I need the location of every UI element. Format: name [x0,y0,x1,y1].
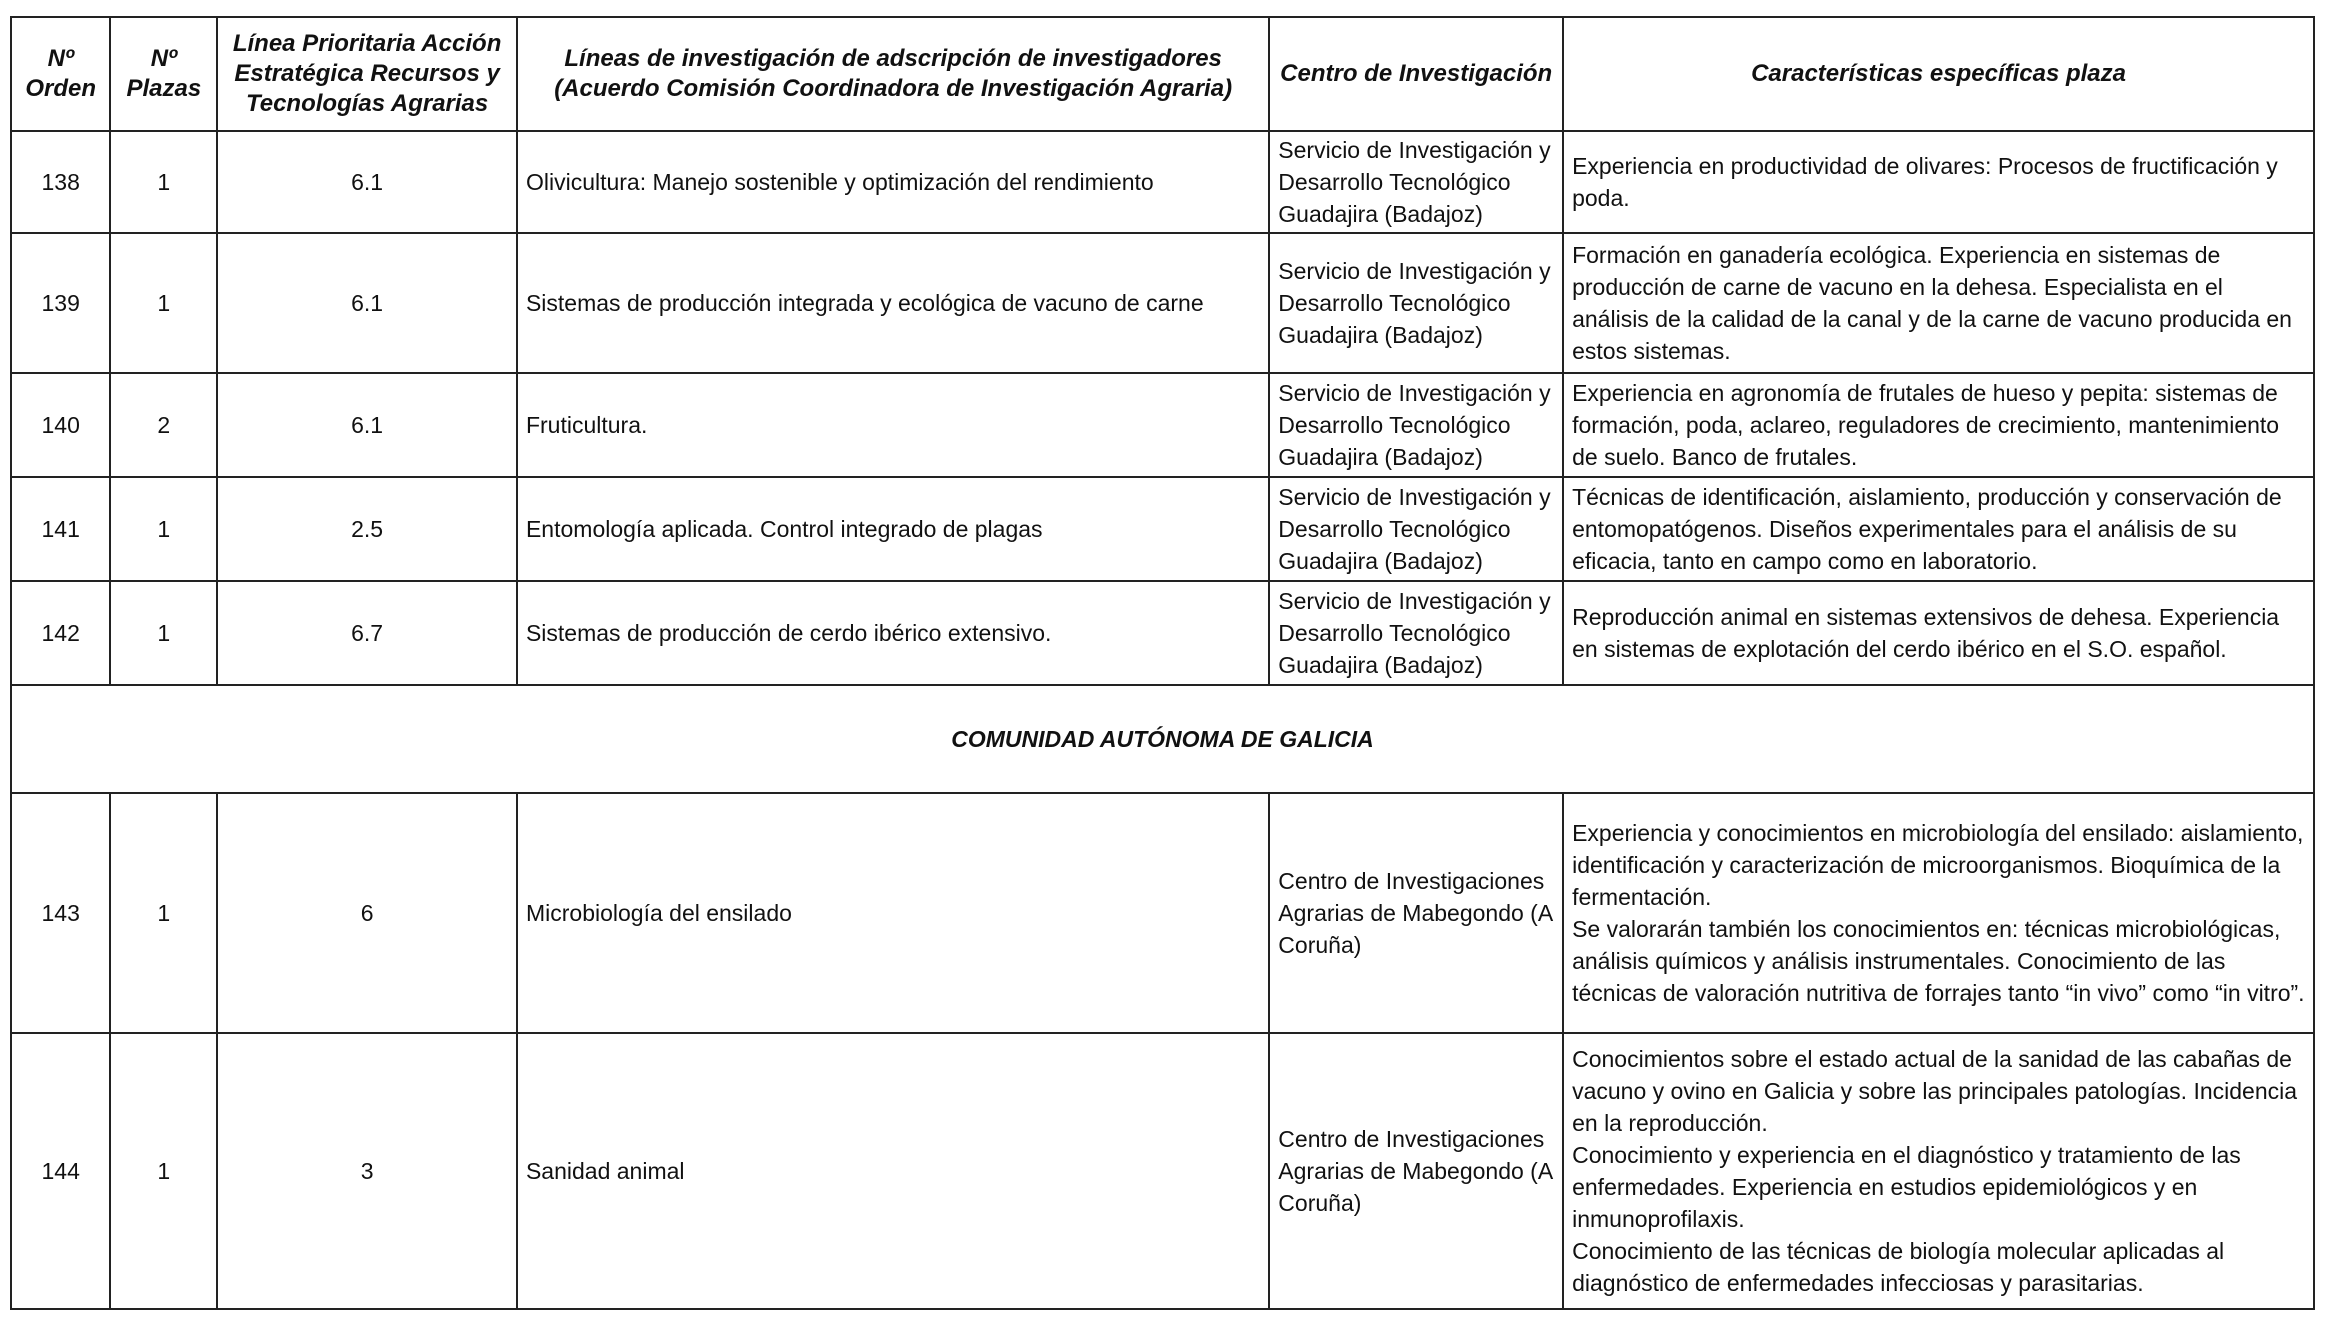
header-centro: Centro de Investigación [1269,17,1563,131]
cell-centro: Servicio de Investigación y Desarrollo Tecnológico Guadajira (Badajoz) [1269,131,1563,233]
cell-caracteristicas: Técnicas de identificación, aislamiento, producción y conservación de entomopatógenos. Diseños experimentales para el análisis de su eficacia, tanto en campo como en laboratorio. [1563,477,2314,581]
cell-orden: 142 [11,581,110,685]
cell-orden: 138 [11,131,110,233]
header-caracteristicas: Características específicas plaza [1563,17,2314,131]
table-row [11,793,2314,1033]
cell-orden: 141 [11,477,110,581]
cell-orden: 140 [11,373,110,477]
cell-investigacion: Fruticultura. [517,373,1269,477]
cell-orden: 144 [11,1033,110,1309]
cell-caracteristicas [1563,1033,2314,1309]
cell-caracteristicas: Experiencia en agronomía de frutales de hueso y pepita: sistemas de formación, poda, aclareo, reguladores de crecimiento, mantenimiento de suelo. Banco de frutales. [1563,373,2314,477]
section-title: COMUNIDAD AUTÓNOMA DE GALICIA [11,685,2314,793]
cell-plazas: 1 [110,581,217,685]
cell-plazas: 1 [110,793,217,1033]
cell-centro: Servicio de Investigación y Desarrollo Tecnológico Guadajira (Badajoz) [1269,233,1563,373]
cell-caracteristicas: Experiencia en productividad de olivares: Procesos de fructificación y poda. [1563,131,2314,233]
cell-centro: Centro de Investigaciones Agrarias de Mabegondo (A Coruña) [1269,1033,1563,1309]
cell-centro: Centro de Investigaciones Agrarias de Mabegondo (A Coruña) [1269,793,1563,1033]
table-row [11,373,2314,477]
caracteristicas-paragraph: Conocimiento y experiencia en el diagnóstico y tratamiento de las enfermedades. Experiencia en estudios epidemiológicos y en inmunoprofilaxis. [1572,1142,2241,1232]
table-row [11,1033,2314,1309]
cell-caracteristicas: Reproducción animal en sistemas extensivos de dehesa. Experiencia en sistemas de explotación del cerdo ibérico en el S.O. español. [1563,581,2314,685]
cell-linea: 6 [217,793,517,1033]
section-row [11,685,2314,793]
cell-investigacion: Olivicultura: Manejo sostenible y optimización del rendimiento [517,131,1269,233]
caracteristicas-paragraph: Experiencia y conocimientos en microbiología del ensilado: aislamiento, identificación y caracterización de microorganismos. Bioquímica de la fermentación. [1572,820,2304,910]
cell-centro: Servicio de Investigación y Desarrollo Tecnológico Guadajira (Badajoz) [1269,581,1563,685]
cell-plazas: 2 [110,373,217,477]
header-lineas-investigacion: Líneas de investigación de adscripción de investigadores (Acuerdo Comisión Coordinadora de Investigación Agraria) [517,17,1269,131]
cell-investigacion: Sanidad animal [517,1033,1269,1309]
plazas-table [10,16,2315,1310]
caracteristicas-paragraph: Conocimiento de las técnicas de biología molecular aplicadas al diagnóstico de enfermedades infecciosas y parasitarias. [1572,1238,2225,1296]
cell-investigacion: Sistemas de producción de cerdo ibérico extensivo. [517,581,1269,685]
cell-plazas: 1 [110,1033,217,1309]
cell-plazas: 1 [110,131,217,233]
cell-linea: 6.7 [217,581,517,685]
table-row [11,477,2314,581]
header-row [11,17,2314,131]
caracteristicas-paragraph: Se valorarán también los conocimientos en: técnicas microbiológicas, análisis químicos y análisis instrumentales. Conocimiento de las técnicas de valoración nutritiva de forrajes tanto “in vivo” como “in vitro”. [1572,916,2305,1006]
cell-linea: 3 [217,1033,517,1309]
cell-orden: 143 [11,793,110,1033]
cell-investigacion: Sistemas de producción integrada y ecológica de vacuno de carne [517,233,1269,373]
cell-linea: 6.1 [217,373,517,477]
cell-plazas: 1 [110,477,217,581]
header-orden: Nº Orden [11,17,110,131]
caracteristicas-paragraph: Conocimientos sobre el estado actual de la sanidad de las cabañas de vacuno y ovino en Galicia y sobre las principales patologías. Incidencia en la reproducción. [1572,1046,2298,1136]
cell-plazas: 1 [110,233,217,373]
cell-centro: Servicio de Investigación y Desarrollo Tecnológico Guadajira (Badajoz) [1269,373,1563,477]
cell-investigacion: Microbiología del ensilado [517,793,1269,1033]
cell-caracteristicas: Formación en ganadería ecológica. Experiencia en sistemas de producción de carne de vacuno en la dehesa. Especialista en el análisis de la calidad de la canal y de la carne de vacuno producida en estos sistemas. [1563,233,2314,373]
cell-centro: Servicio de Investigación y Desarrollo Tecnológico Guadajira (Badajoz) [1269,477,1563,581]
cell-investigacion: Entomología aplicada. Control integrado de plagas [517,477,1269,581]
cell-linea: 6.1 [217,131,517,233]
header-linea-prioritaria: Línea Prioritaria Acción Estratégica Recursos y Tecnologías Agrarias [217,17,517,131]
table-row [11,581,2314,685]
cell-linea: 6.1 [217,233,517,373]
cell-caracteristicas [1563,793,2314,1033]
table-row [11,131,2314,233]
header-plazas: Nº Plazas [110,17,217,131]
table-row [11,233,2314,373]
cell-orden: 139 [11,233,110,373]
cell-linea: 2.5 [217,477,517,581]
